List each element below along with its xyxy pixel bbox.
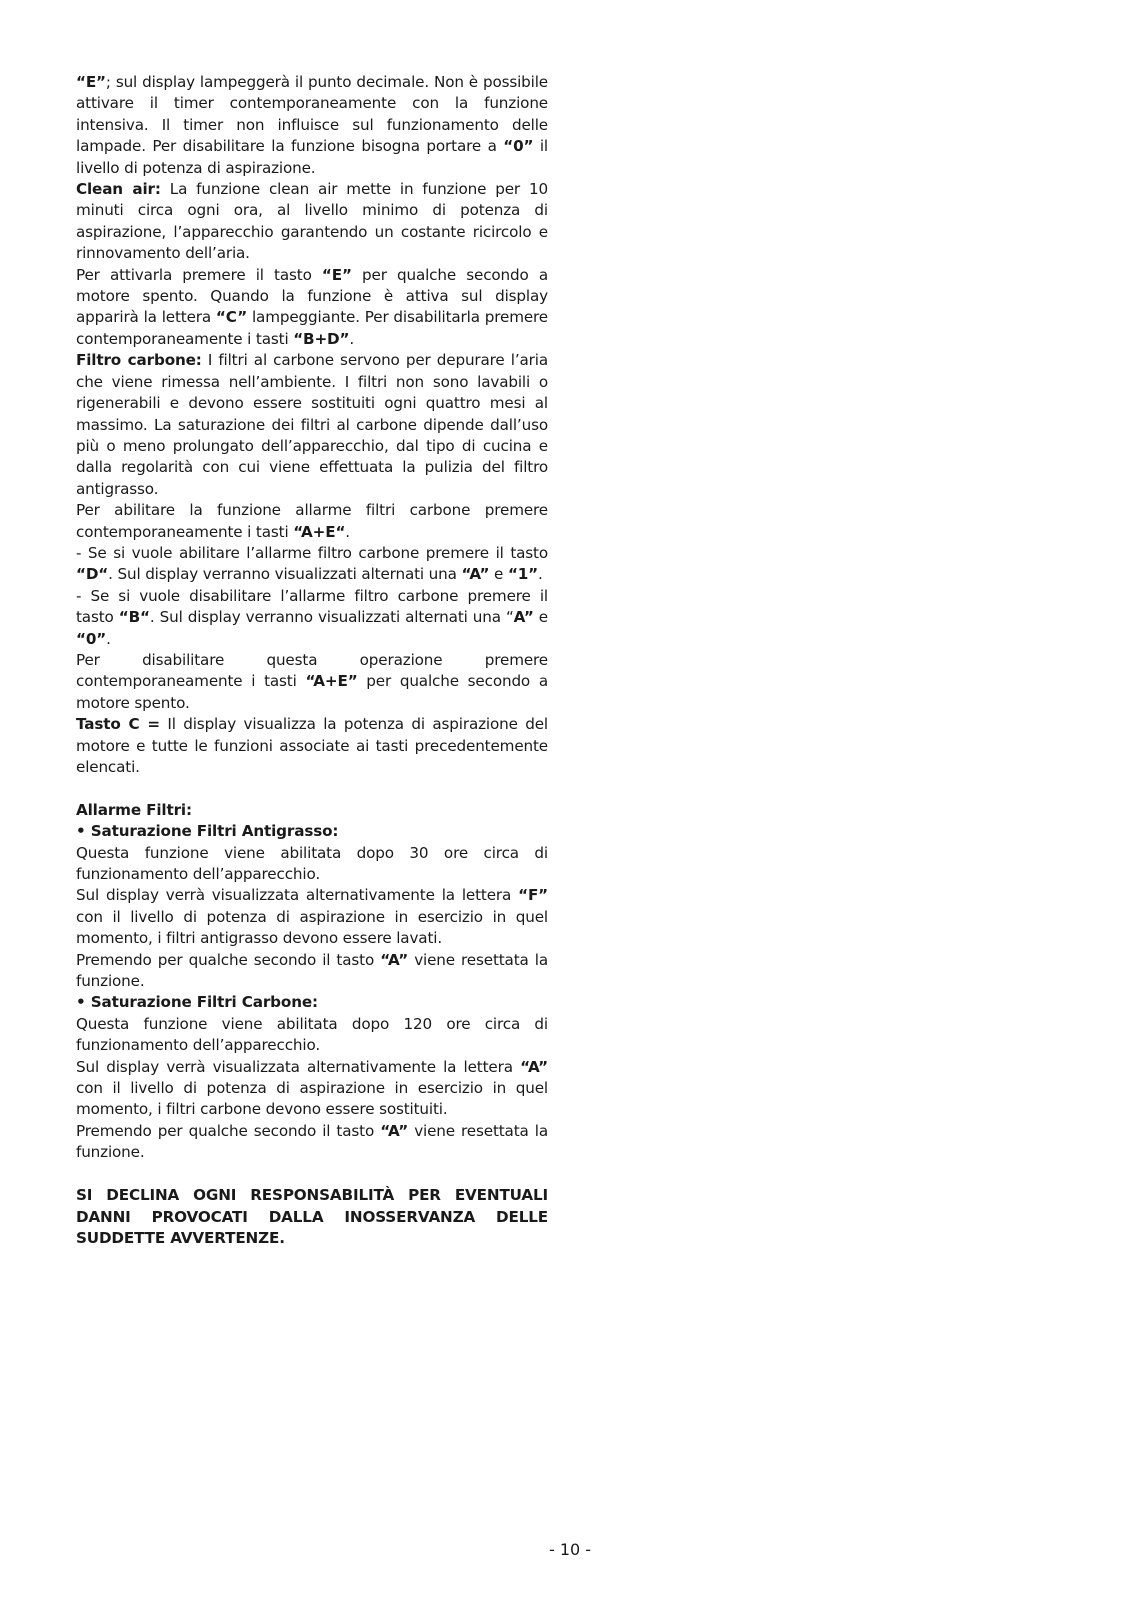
bold-text-run: “B+D”: [293, 329, 350, 348]
text-run: - Se si vuole abilitare l’allarme filtro carbone premere il tasto: [76, 543, 548, 562]
paragraph: [76, 265, 548, 351]
text-run: viene resettata la funzione.: [76, 950, 548, 991]
paragraph: [76, 992, 548, 1013]
text-run: . Sul display verranno visualizzati alternati una “: [149, 608, 514, 627]
bold-text-run: Clean air:: [76, 180, 161, 199]
text-run: il livello di potenza di aspirazione.: [76, 137, 548, 177]
paragraph: [76, 72, 548, 179]
page-number: - 10 -: [548, 1540, 592, 1559]
text-run: . Sul display verranno visualizzati alternati una: [108, 565, 462, 584]
text-run: lampeggiante. Per disabilitarla premere contemporaneamente i tasti: [76, 308, 548, 348]
text-run: viene resettata la funzione.: [76, 1121, 548, 1162]
text-run: e: [489, 565, 508, 584]
paragraph: [76, 650, 548, 714]
paragraph: [76, 179, 548, 265]
bold-text-run: “A”: [380, 950, 409, 969]
paragraph: [76, 821, 548, 842]
bold-text-run: “E”: [321, 265, 352, 284]
text-run: con il livello di potenza di aspirazione in esercizio in quel momento, i filtri antigrasso devono essere lavati.: [76, 907, 548, 948]
paragraph: [76, 800, 548, 821]
text-run: ; sul display lampeggerà il punto decimale. Non è possibile attivare il timer contemporaneamente con la funzione intensiva. Il timer non influisce sul funzionamento delle lampade. Per disabilitare la funzione bisogna portare a: [76, 73, 548, 156]
bold-text-run: “1”: [507, 565, 539, 584]
bold-text-run: Filtro carbone:: [76, 351, 202, 370]
text-run: Per abilitare la funzione allarme filtri carbone premere contemporaneamente i tasti: [76, 501, 548, 541]
bold-text-run: “A”: [380, 1121, 409, 1140]
text-run: per qualche secondo a motore spento.: [76, 672, 548, 712]
bold-text-run: “A+E“: [293, 522, 346, 541]
bold-text-run: “E”: [76, 73, 106, 91]
text-run: e: [533, 608, 548, 627]
bold-text-run: “C”: [215, 308, 248, 327]
paragraph: [76, 500, 548, 543]
bold-text-run: “D“: [76, 565, 109, 584]
text-run: .: [345, 522, 350, 541]
paragraph: [76, 714, 548, 778]
text-run: Per disabilitare questa operazione premere contemporaneamente i tasti: [76, 650, 548, 691]
text-column: [76, 72, 548, 1249]
text-run: Sul display verrà visualizzata alternativamente la lettera: [76, 886, 519, 905]
text-run: Il display visualizza la potenza di aspirazione del motore e tutte le funzioni associate ai tasti precedentemente elencati.: [76, 715, 548, 776]
bold-text-run: “A”: [520, 1057, 548, 1076]
paragraph: [76, 843, 548, 886]
bold-text-run: • Saturazione Filtri Carbone:: [76, 993, 318, 1012]
bold-text-run: “B“: [118, 608, 150, 627]
bold-text-run: Allarme Filtri:: [76, 800, 192, 819]
bold-text-run: “0”: [503, 137, 534, 156]
paragraph: [76, 1185, 548, 1249]
bold-text-run: Tasto C =: [76, 715, 160, 734]
paragraph: [76, 350, 548, 500]
text-run: .: [106, 629, 111, 648]
bold-text-run: SI DECLINA OGNI RESPONSABILITÀ PER EVENTUALI DANNI PROVOCATI DALLA INOSSERVANZA DELLE SUDDETTE AVVERTENZE.: [76, 1186, 548, 1247]
text-run: Premendo per qualche secondo il tasto: [76, 1121, 381, 1140]
text-run: I filtri al carbone servono per depurare l’aria che viene rimessa nell’ambiente. I filtri non sono lavabili o rigenerabili e devono essere sostituiti ogni quattro mesi al massimo. La saturazione dei filtri al carbone dipende dall’uso più o meno prolungato dell’apparecchio, dal tipo di cucina e dalla regolarità con cui viene effettuata la pulizia del filtro antigrasso.: [76, 351, 548, 498]
bold-text-run: “F”: [518, 886, 548, 905]
paragraph: [76, 543, 548, 586]
text-run: per qualche secondo a motore spento. Quando la funzione è attiva sul display apparirà la lettera: [76, 265, 548, 327]
text-run: Questa funzione viene abilitata dopo 120 ore circa di funzionamento dell’apparecchio.: [76, 1014, 548, 1055]
text-run: con il livello di potenza di aspirazione in esercizio in quel momento, i filtri carbone devono essere sostituiti.: [76, 1079, 548, 1119]
text-run: Questa funzione viene abilitata dopo 30 ore circa di funzionamento dell’apparecchio.: [76, 843, 548, 884]
bold-text-run: • Saturazione Filtri Antigrasso:: [76, 822, 339, 841]
bold-text-run: “0”: [76, 629, 107, 648]
paragraph: [76, 950, 548, 993]
text-run: .: [538, 565, 543, 584]
paragraph: [76, 1014, 548, 1057]
text-run: Premendo per qualche secondo il tasto: [76, 950, 381, 969]
paragraph: [76, 1121, 548, 1164]
paragraph: [76, 885, 548, 949]
text-run: La funzione clean air mette in funzione per 10 minuti circa ogni ora, al livello minimo di potenza di aspirazione, l’apparecchio garantendo un costante ricircolo e rinnovamento dell’aria.: [76, 180, 548, 263]
text-run: - Se si vuole disabilitare l’allarme filtro carbone premere il tasto: [76, 586, 548, 627]
paragraph: [76, 586, 548, 650]
paragraph: [76, 1057, 548, 1121]
bold-text-run: “A”: [461, 565, 490, 584]
text-run: Sul display verrà visualizzata alternativamente la lettera: [76, 1057, 521, 1076]
text-run: Per attivarla premere il tasto: [76, 265, 322, 284]
text-run: .: [349, 329, 354, 348]
bold-text-run: “A+E”: [305, 672, 358, 691]
bold-text-run: A”: [513, 608, 534, 627]
